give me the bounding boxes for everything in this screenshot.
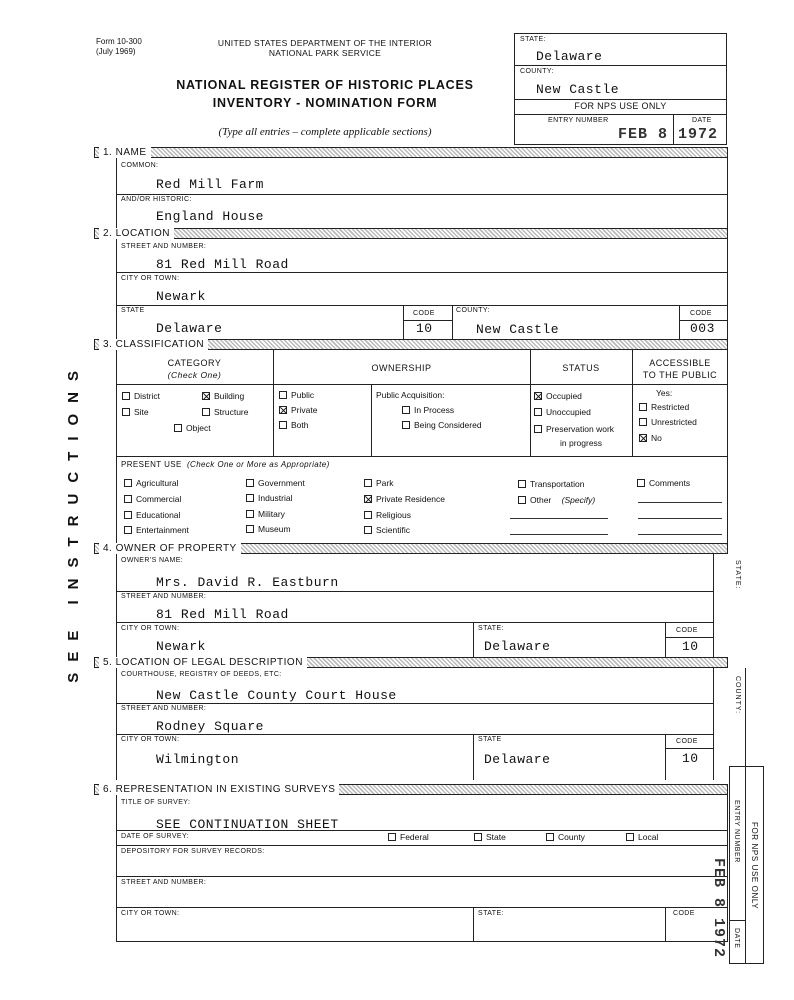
section-5-header: 5. LOCATION OF LEGAL DESCRIPTION: [94, 657, 728, 668]
top-state-label: STATE:: [520, 36, 546, 43]
checkbox[interactable]: [279, 391, 287, 399]
checkbox[interactable]: [124, 511, 132, 519]
use-entertainment[interactable]: Entertainment: [124, 525, 189, 535]
legal-state-label: STATE: [478, 736, 502, 743]
checkbox[interactable]: [246, 494, 254, 502]
use-agricultural[interactable]: Agricultural: [124, 478, 179, 488]
side-nps-label: FOR NPS USE ONLY: [750, 822, 759, 910]
survey-title-value[interactable]: SEE CONTINUATION SHEET: [156, 817, 339, 832]
checkbox[interactable]: [626, 833, 634, 841]
acquisition-being-considered[interactable]: Being Considered: [402, 420, 482, 430]
owner-name-value[interactable]: Mrs. David R. Eastburn: [156, 575, 339, 590]
checkbox[interactable]: [279, 421, 287, 429]
street-value[interactable]: 81 Red Mill Road: [156, 257, 289, 272]
county-label: COUNTY:: [456, 307, 490, 314]
legal-city-value[interactable]: Wilmington: [156, 752, 240, 767]
checkbox[interactable]: [124, 526, 132, 534]
access-unrestricted[interactable]: Unrestricted: [639, 417, 697, 427]
status-occupied[interactable]: Occupied: [534, 391, 582, 401]
checkbox[interactable]: [402, 421, 410, 429]
checkbox[interactable]: [202, 408, 210, 416]
status-unoccupied[interactable]: Unoccupied: [534, 407, 591, 417]
category-object[interactable]: Object: [174, 423, 211, 433]
checkbox-checked[interactable]: [202, 392, 210, 400]
use-commercial[interactable]: Commercial: [124, 494, 181, 504]
checkbox[interactable]: [639, 418, 647, 426]
side-county-label: COUNTY:: [734, 676, 741, 715]
survey-date-label: DATE OF SURVEY:: [121, 833, 189, 840]
owner-city-value[interactable]: Newark: [156, 639, 206, 654]
checkbox-checked[interactable]: [534, 392, 542, 400]
survey-city-label: CITY OR TOWN:: [121, 910, 180, 917]
use-scientific[interactable]: Scientific: [364, 525, 410, 535]
state-code-label: CODE: [413, 310, 435, 317]
owner-street-label: STREET AND NUMBER:: [121, 593, 207, 600]
owner-code-label: CODE: [676, 627, 698, 634]
status-preservation[interactable]: Preservation work: [534, 424, 614, 434]
survey-street-label: STREET AND NUMBER:: [121, 879, 207, 886]
category-structure[interactable]: Structure: [202, 407, 249, 417]
checkbox[interactable]: [518, 496, 526, 504]
depository-label: DEPOSITORY FOR SURVEY RECORDS:: [121, 848, 265, 855]
checkbox[interactable]: [639, 403, 647, 411]
survey-title-label: TITLE OF SURVEY:: [121, 799, 191, 806]
state-code-value[interactable]: 10: [416, 321, 433, 336]
category-building[interactable]: Building: [202, 391, 244, 401]
survey-code-label: CODE: [673, 910, 695, 917]
form-number: Form 10-300 (July 1969): [96, 37, 142, 56]
use-government[interactable]: Government: [246, 478, 305, 488]
checkbox[interactable]: [388, 833, 396, 841]
owner-city-label: CITY OR TOWN:: [121, 625, 180, 632]
checkbox[interactable]: [534, 408, 542, 416]
owner-state-value[interactable]: Delaware: [484, 639, 551, 654]
use-educational[interactable]: Educational: [124, 510, 180, 520]
ownership-public[interactable]: Public: [279, 390, 314, 400]
acquisition-in-process[interactable]: In Process: [402, 405, 454, 415]
use-other[interactable]: Other (Specify): [518, 495, 595, 505]
ownership-both[interactable]: Both: [279, 420, 309, 430]
date-label: DATE: [692, 117, 712, 124]
checkbox[interactable]: [364, 479, 372, 487]
survey-county[interactable]: County: [546, 832, 585, 842]
use-religious[interactable]: Religious: [364, 510, 411, 520]
category-header: CATEGORY (Check One): [167, 358, 222, 380]
legal-code-label: CODE: [676, 738, 698, 745]
use-park[interactable]: Park: [364, 478, 393, 488]
historic-name-value[interactable]: England House: [156, 209, 264, 224]
courthouse-label: COURTHOUSE, REGISTRY OF DEEDS, ETC:: [121, 671, 282, 678]
checkbox[interactable]: [246, 479, 254, 487]
ownership-header: OWNERSHIP: [371, 363, 432, 373]
checkbox[interactable]: [124, 495, 132, 503]
access-no[interactable]: No: [639, 433, 662, 443]
checkbox[interactable]: [124, 479, 132, 487]
city-label: CITY OR TOWN:: [121, 275, 180, 282]
section-3-header: 3. CLASSIFICATION: [94, 339, 728, 350]
checkbox[interactable]: [546, 833, 554, 841]
state-label: STATE: [121, 307, 145, 314]
status-preservation-cont: in progress: [560, 438, 603, 448]
department-header: UNITED STATES DEPARTMENT OF THE INTERIOR NATIONAL PARK SERVICE: [217, 38, 433, 58]
side-date-stamp: FEB 8 1972: [710, 858, 727, 959]
survey-state-label: STATE:: [478, 910, 504, 917]
checkbox[interactable]: [246, 525, 254, 533]
legal-city-label: CITY OR TOWN:: [121, 736, 180, 743]
checkbox[interactable]: [364, 511, 372, 519]
top-state-value[interactable]: Delaware: [536, 49, 603, 64]
access-restricted[interactable]: Restricted: [639, 402, 689, 412]
side-state-label: STATE:: [734, 560, 741, 590]
county-value[interactable]: New Castle: [476, 322, 560, 337]
survey-federal[interactable]: Federal: [388, 832, 429, 842]
top-county-value[interactable]: New Castle: [536, 82, 620, 97]
use-private-residence[interactable]: Private Residence: [364, 494, 445, 504]
date-stamp: FEB 8 1972: [618, 126, 719, 143]
category-district[interactable]: District: [122, 391, 160, 401]
checkbox[interactable]: [474, 833, 482, 841]
common-name-label: COMMON:: [121, 162, 159, 169]
present-use-label: PRESENT USE (Check One or More as Appropriate): [121, 460, 330, 469]
use-transportation[interactable]: Transportation: [518, 479, 585, 489]
nps-use-label: FOR NPS USE ONLY: [574, 101, 667, 111]
see-instructions-sidebar: SEE INSTRUCTIONS: [64, 360, 82, 683]
status-header: STATUS: [562, 363, 600, 373]
public-acquisition-label: Public Acquisition:: [376, 390, 445, 400]
legal-street-value[interactable]: Rodney Square: [156, 719, 264, 734]
side-entry-label: ENTRY NUMBER: [733, 800, 740, 863]
checkbox-checked[interactable]: [639, 434, 647, 442]
owner-code-value[interactable]: 10: [682, 639, 699, 654]
survey-state[interactable]: State: [474, 832, 506, 842]
use-industrial[interactable]: Industrial: [246, 493, 293, 503]
courthouse-value[interactable]: New Castle County Court House: [156, 688, 397, 703]
use-museum[interactable]: Museum: [246, 524, 291, 534]
use-military[interactable]: Military: [246, 509, 285, 519]
accessible-header: ACCESSIBLE TO THE PUBLIC: [642, 358, 718, 380]
legal-code-value[interactable]: 10: [682, 751, 699, 766]
section-4-header: 4. OWNER OF PROPERTY: [94, 543, 728, 554]
checkbox[interactable]: [364, 526, 372, 534]
checkbox-checked[interactable]: [364, 495, 372, 503]
state-value[interactable]: Delaware: [156, 321, 223, 336]
section-1-header: 1. NAME: [94, 147, 728, 158]
checkbox[interactable]: [637, 479, 645, 487]
checkbox[interactable]: [174, 424, 182, 432]
form-title: NATIONAL REGISTER OF HISTORIC PLACES INVENTORY - NOMINATION FORM: [176, 78, 474, 110]
survey-local[interactable]: Local: [626, 832, 658, 842]
access-yes-label: Yes:: [656, 388, 673, 398]
section-6-header: 6. REPRESENTATION IN EXISTING SURVEYS: [94, 784, 728, 795]
checkbox[interactable]: [122, 392, 130, 400]
checkbox[interactable]: [518, 480, 526, 488]
county-code-value[interactable]: 003: [690, 321, 715, 336]
owner-street-value[interactable]: 81 Red Mill Road: [156, 607, 289, 622]
checkbox[interactable]: [122, 408, 130, 416]
ownership-private[interactable]: Private: [279, 405, 317, 415]
owner-state-label: STATE:: [478, 625, 504, 632]
category-site[interactable]: Site: [122, 407, 149, 417]
checkbox-checked[interactable]: [279, 406, 287, 414]
legal-street-label: STREET AND NUMBER:: [121, 705, 207, 712]
section-2-header: 2. LOCATION: [94, 228, 728, 239]
historic-name-label: AND/OR HISTORIC:: [121, 196, 192, 203]
common-name-value[interactable]: Red Mill Farm: [156, 177, 264, 192]
checkbox[interactable]: [534, 425, 542, 433]
form-instructions: (Type all entries – complete applicable sections): [218, 126, 432, 138]
legal-state-value[interactable]: Delaware: [484, 752, 551, 767]
entry-number-label: ENTRY NUMBER: [548, 117, 609, 124]
street-label: STREET AND NUMBER:: [121, 243, 207, 250]
city-value[interactable]: Newark: [156, 289, 206, 304]
side-date-label: DATE: [733, 928, 740, 949]
top-county-label: COUNTY:: [520, 68, 554, 75]
use-comments[interactable]: Comments: [637, 478, 690, 488]
county-code-label: CODE: [690, 310, 712, 317]
owner-name-label: OWNER'S NAME:: [121, 557, 184, 564]
checkbox[interactable]: [246, 510, 254, 518]
checkbox[interactable]: [402, 406, 410, 414]
